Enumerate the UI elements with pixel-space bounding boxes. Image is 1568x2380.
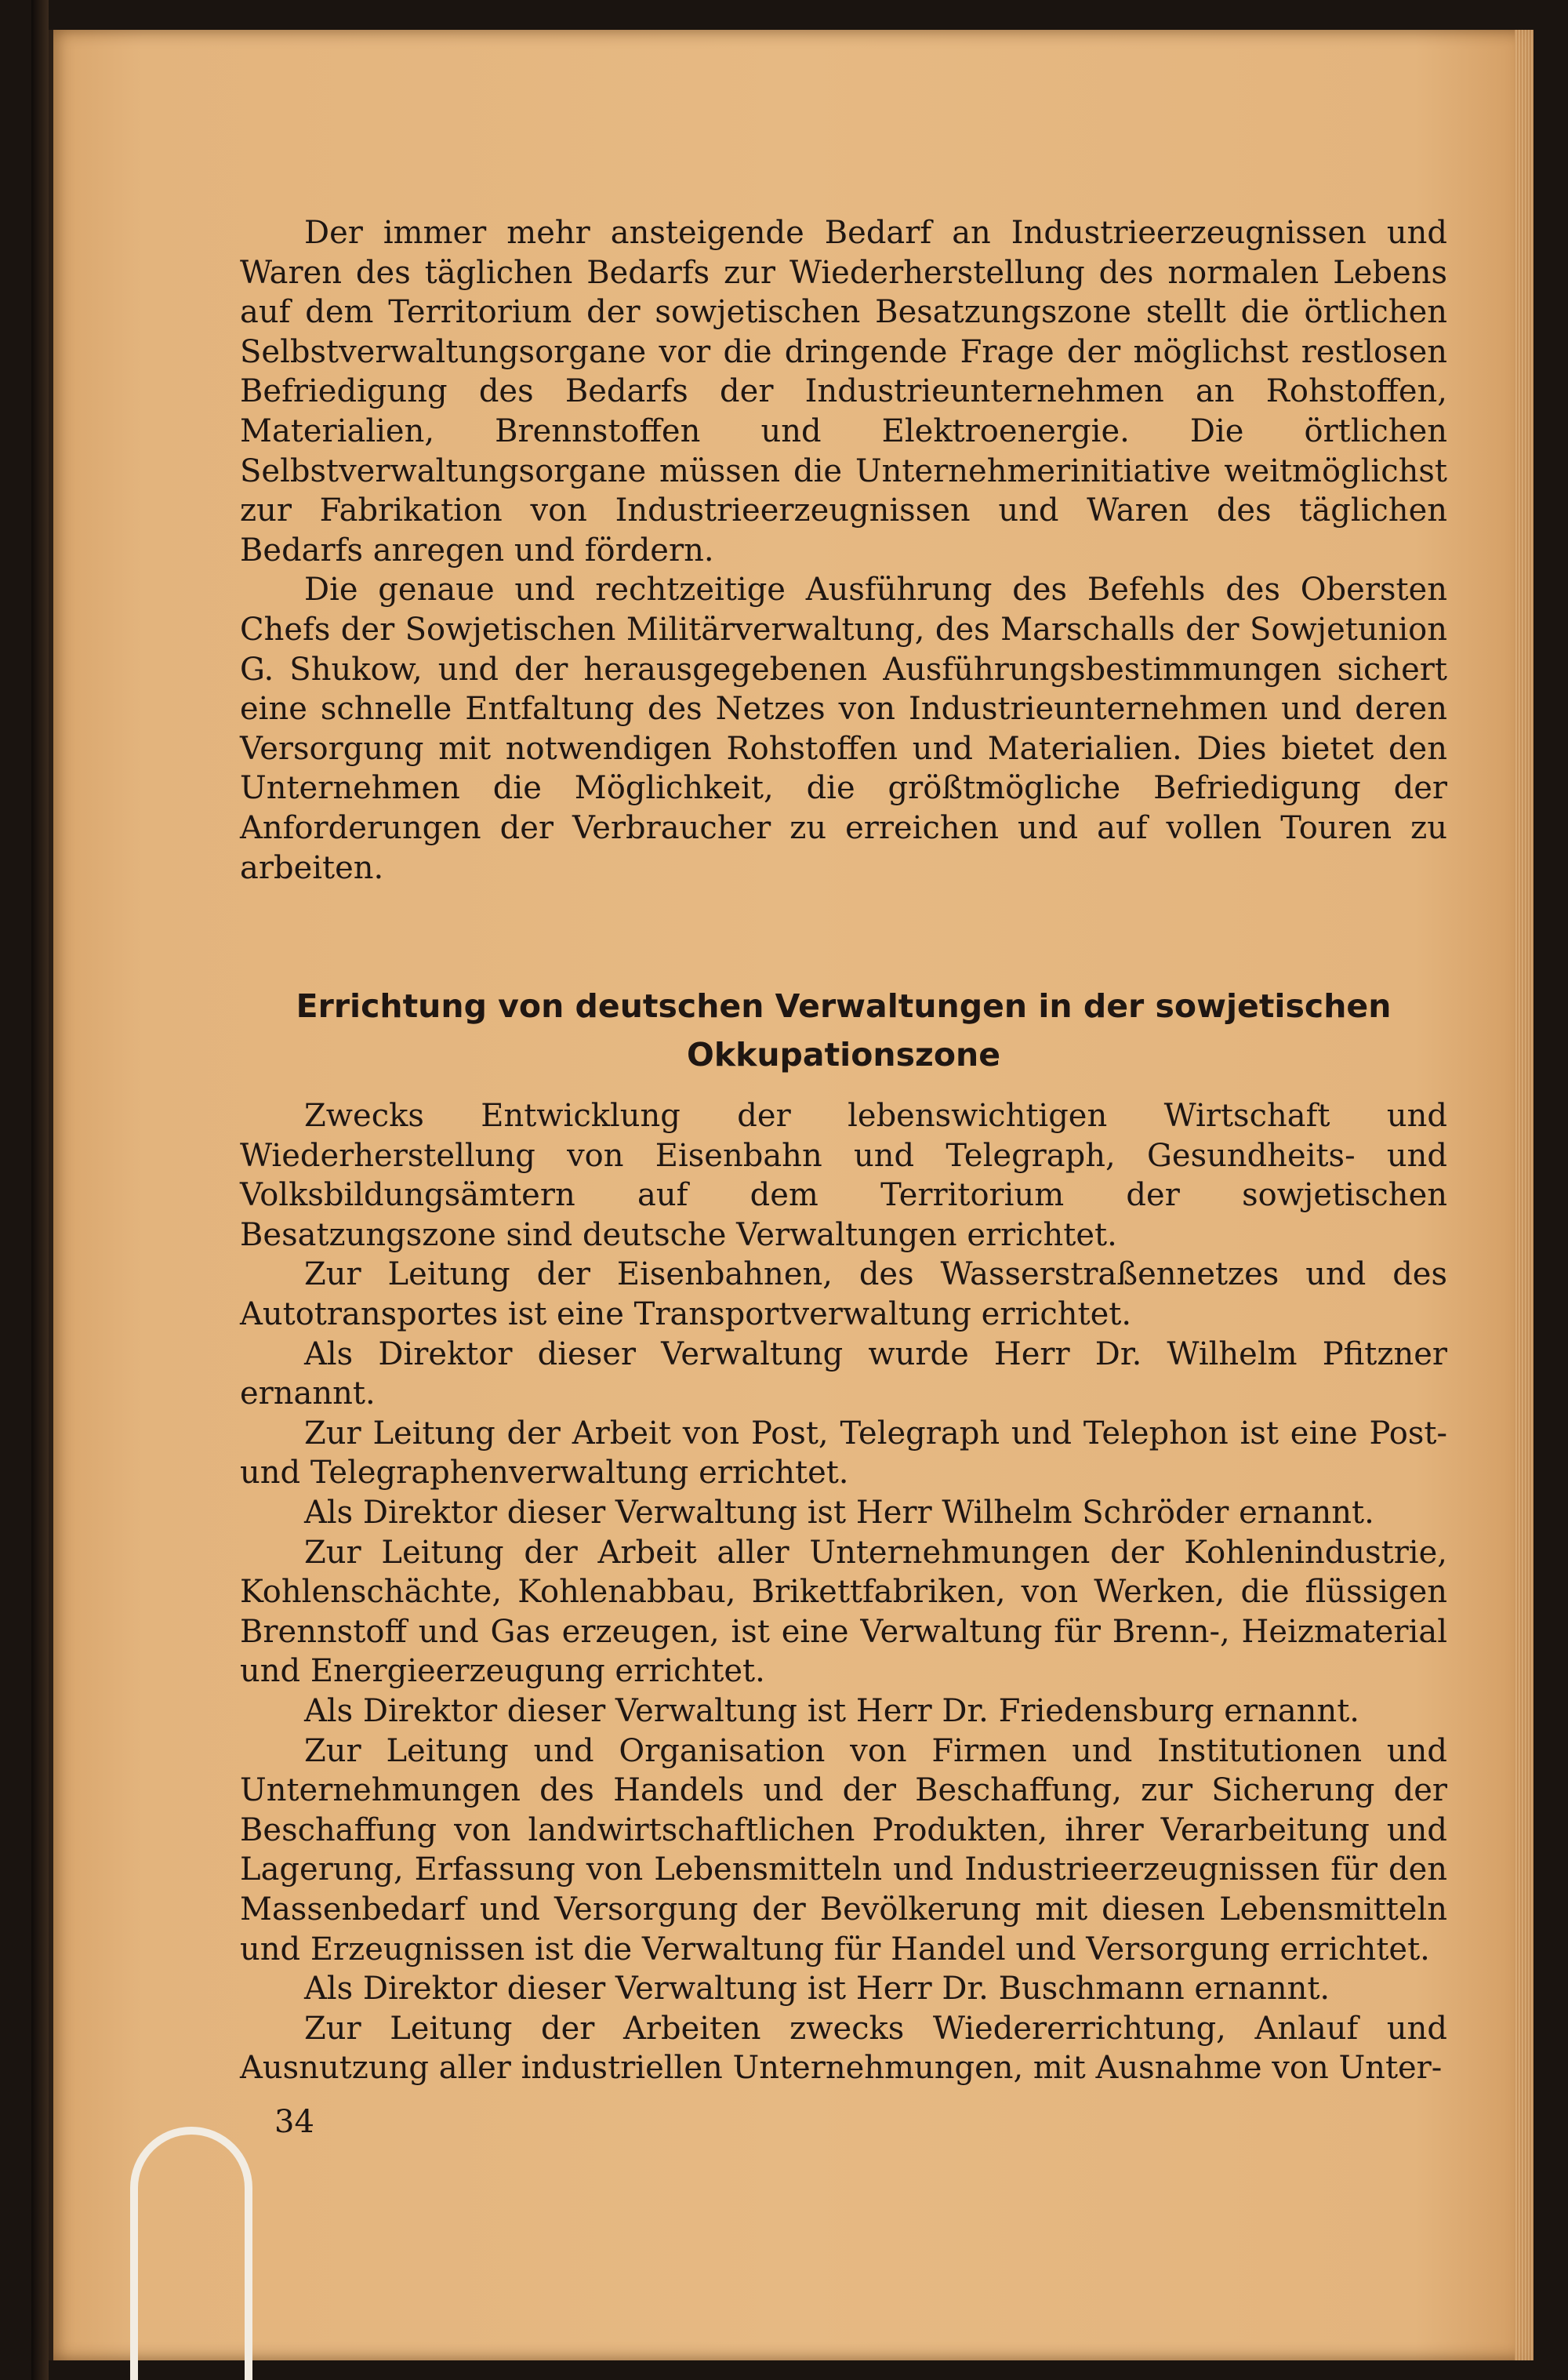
- paragraph: Die genaue und rechtzeitige Ausführung des Befehls des Obersten Chefs der Sowjetischen Militärverwaltung, des Marschalls der Sowjetunion G. Shukow, und der herausgegebenen Ausführungsbestimmungen sichert eine schnelle Entfaltung des Netzes von Industrieunternehmen und deren Versorgung mit notwendigen Rohstoffen und Materialien. Dies bietet den Unternehmen die Möglichkeit, die größtmögliche Befriedigung der Anforderungen der Verbraucher zu erreichen und auf vollen Touren zu arbeiten.: [240, 572, 1447, 886]
- section-heading: Errichtung von deutschen Verwaltungen in der sowjetischen Okkupationszone: [296, 987, 1392, 1074]
- paragraph: Zur Leitung der Arbeit von Post, Telegraph und Telephon ist eine Post- und Telegraphenverwaltung errichtet.: [240, 1415, 1447, 1492]
- page-number: 34: [274, 2104, 314, 2140]
- paragraph: Als Direktor dieser Verwaltung ist Herr Dr. Buschmann ernannt.: [304, 1971, 1330, 2008]
- book-spine: [31, 0, 49, 2380]
- paragraph: Zur Leitung der Arbeit aller Unternehmungen der Kohlenindustrie, Kohlenschächte, Kohlenabbau, Brikettfabriken, von Werken, die flüssigen Brennstoff und Gas erzeugen, ist eine Verwaltung für Brenn-, Heizmaterial und Energieerzeugung errichtet.: [240, 1534, 1447, 1690]
- paragraph: Zwecks Entwicklung der lebenswichtigen Wirtschaft und Wiederherstellung von Eisenbahn und Telegraph, Gesundheits- und Volksbildungsämtern auf dem Territorium der sowjetischen Besatzungszone sind deutsche Verwaltungen errichtet.: [240, 1098, 1447, 1253]
- paragraph: Zur Leitung der Eisenbahnen, des Wasserstraßennetzes und des Autotransportes ist eine Transportverwaltung errichtet.: [240, 1256, 1447, 1333]
- paragraph: Zur Leitung der Arbeiten zwecks Wiedererrichtung, Anlauf und Ausnutzung aller industriellen Unternehmungen, mit Ausnahme von Unter-: [240, 2010, 1447, 2087]
- paragraph: Als Direktor dieser Verwaltung ist Herr Dr. Friedensburg ernannt.: [304, 1693, 1359, 1729]
- scan-holder-clip: [130, 2127, 252, 2380]
- paragraph: Als Direktor dieser Verwaltung ist Herr Wilhelm Schröder ernannt.: [304, 1495, 1374, 1532]
- paragraph: Der immer mehr ansteigende Bedarf an Industrieerzeugnissen und Waren des täglichen Bedarfs zur Wiederherstellung des normalen Lebens auf dem Territorium der sowjetischen Besatzungszone stellt die örtlichen Selbstverwaltungsorgane vor die dringende Frage der möglichst restlosen Befriedigung des Bedarfs der Industrieunternehmen an Rohstoffen, Materialien, Brennstoffen und Elektroenergie. Die örtlichen Selbstverwaltungsorgane müssen die Unternehmerinitiative weitmöglichst zur Fabrikation von Industrieerzeugnissen und Waren des täglichen Bedarfs anregen und fördern.: [240, 215, 1447, 569]
- paragraph: Als Direktor dieser Verwaltung wurde Herr Dr. Wilhelm Pfitzner ernannt.: [240, 1335, 1447, 1412]
- paragraph: Zur Leitung und Organisation von Firmen und Institutionen und Unternehmungen des Handels und der Beschaffung, zur Sicherung der Beschaffung von landwirtschaftlichen Produkten, ihrer Verarbeitung und Lagerung, Erfassung von Lebensmitteln und Industrieerzeugnissen für den Massenbedarf und Versorgung der Bevölkerung mit diesen Lebensmitteln und Erzeugnissen ist die Verwaltung für Handel und Versorgung errichtet.: [240, 1732, 1447, 1968]
- page-text-block: [240, 213, 1447, 2088]
- page-edge: [1515, 30, 1534, 2360]
